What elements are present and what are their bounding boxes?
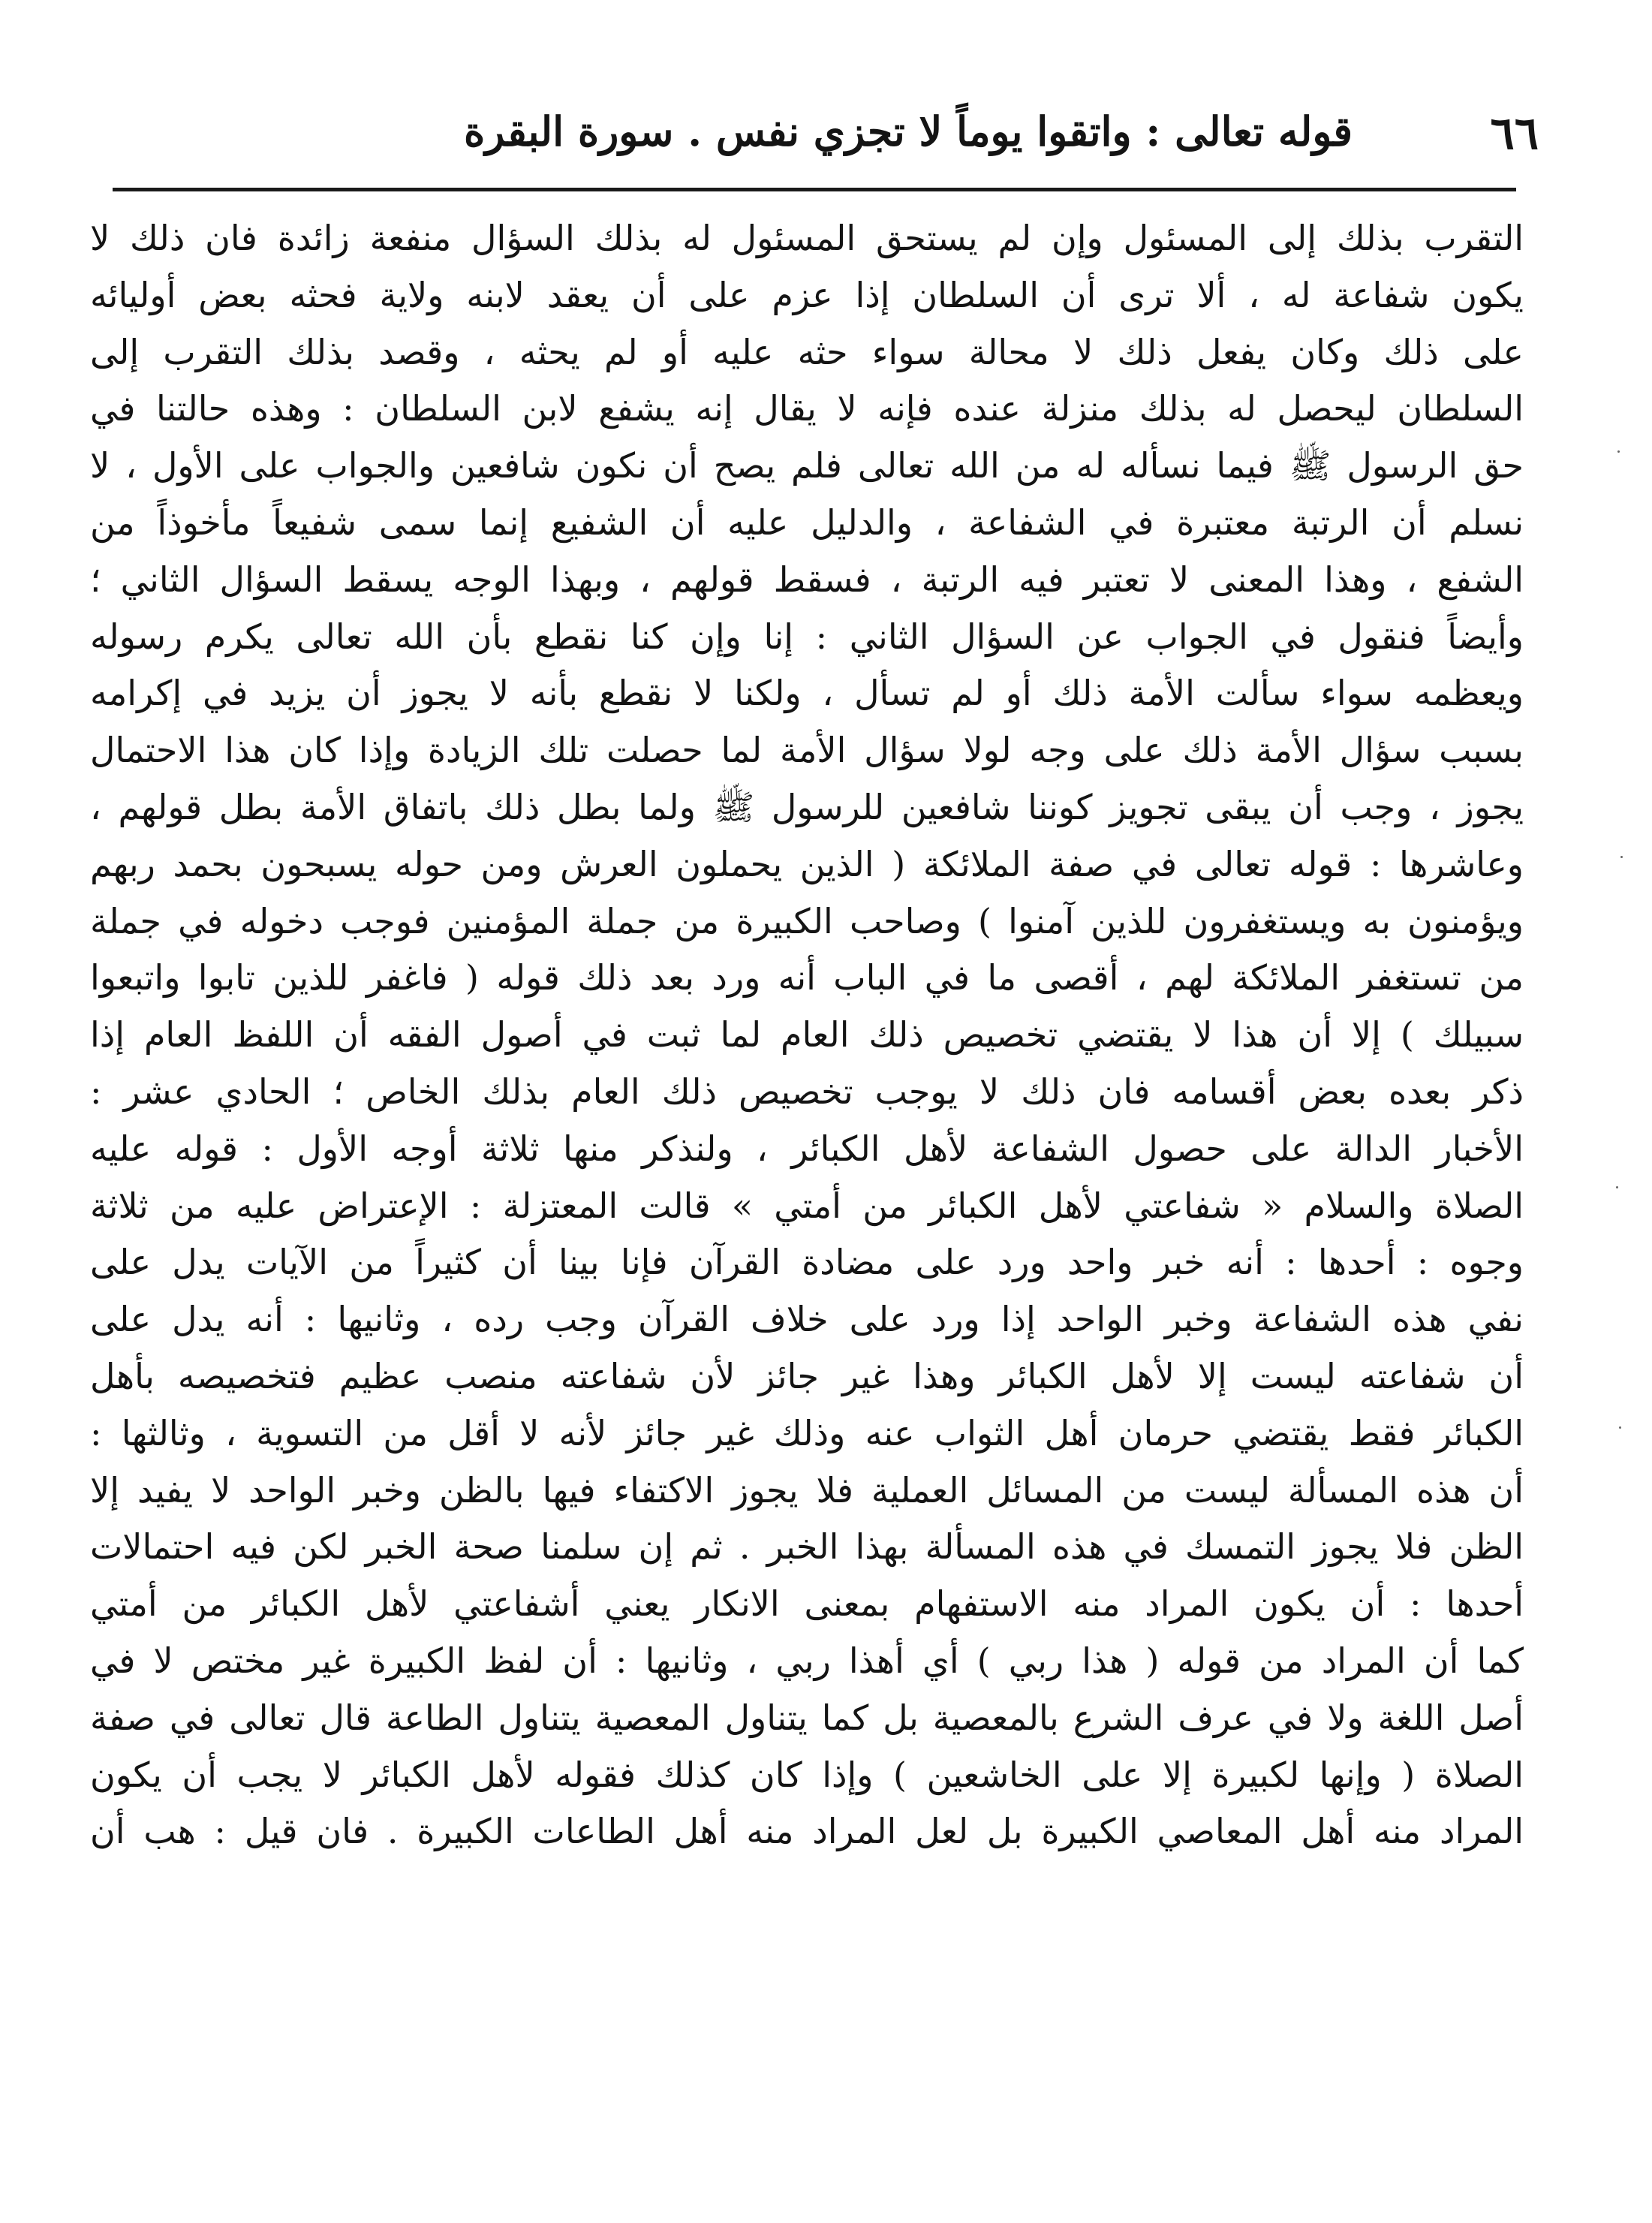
text-line: وجوه : أحدها : أنه خبر واحد ورد على مضادة القرآن فإنا بينا أن كثيراً من الآيات يدل على bbox=[90, 1242, 1524, 1283]
text-line: على ذلك وكان يفعل ذلك لا محالة سواء حثه عليه أو لم يحثه ، وقصد بذلك التقرب إلى bbox=[90, 331, 1524, 372]
text-line: الشفع ، وهذا المعنى لا تعتبر فيه الرتبة ، فسقط قولهم ، وبهذا الوجه يسقط السؤال الثاني ؛ bbox=[90, 559, 1524, 600]
text-line: بسبب سؤال الأمة ذلك على وجه لولا سؤال الأمة لما حصلت تلك الزيادة وإذا كان هذا الاحتمال bbox=[90, 730, 1524, 771]
running-title: قوله تعالى : واتقوا يوماً لا تجزي نفس . سورة البقرة bbox=[463, 107, 1353, 155]
scan-speck bbox=[1619, 1426, 1621, 1429]
scan-speck bbox=[1616, 1186, 1618, 1188]
text-line: أن هذه المسألة ليست من المسائل العملية فلا يجوز الاكتفاء فيها بالظن وخبر الواحد لا يفيد إلا bbox=[90, 1469, 1524, 1511]
text-line: أن شفاعته ليست إلا لأهل الكبائر وهذا غير جائز لأن شفاعته منصب عظيم فتخصيصه بأهل bbox=[90, 1355, 1524, 1396]
text-line: نسلم أن الرتبة معتبرة في الشفاعة ، والدليل عليه أن الشفيع إنما سمى شفيعاً مأخوذاً من bbox=[90, 502, 1524, 543]
text-line: وعاشرها : قوله تعالى في صفة الملائكة ( الذين يحملون العرش ومن حوله يسبحون بحمد ربهم bbox=[90, 843, 1524, 884]
text-line: ويعظمه سواء سألت الأمة ذلك أو لم تسأل ، ولكنا لا نقطع بأنه لا يجوز أن يزيد في إكرامه bbox=[90, 673, 1524, 714]
text-line: نفي هذه الشفاعة وخبر الواحد إذا ورد على خلاف القرآن وجب رده ، وثانيها : أنه يدل على bbox=[90, 1299, 1524, 1340]
text-line: سبيلك ) إلا أن هذا لا يقتضي تخصيص ذلك العام لما ثبت في أصول الفقه أن اللفظ العام إذا bbox=[90, 1014, 1524, 1056]
text-line: الأخبار الدالة على حصول الشفاعة لأهل الكبائر ، ولنذكر منها ثلاثة أوجه الأول : قوله عليه bbox=[90, 1128, 1524, 1169]
text-line: ذكر بعده بعض أقسامه فان ذلك لا يوجب تخصيص ذلك العام بذلك الخاص ؛ الحادي عشر : bbox=[90, 1071, 1524, 1112]
text-line: كما أن المراد من قوله ( هذا ربي ) أي أهذا ربي ، وثانيها : أن لفظ الكبيرة غير مختص لا في bbox=[90, 1640, 1524, 1681]
text-line: التقرب بذلك إلى المسئول وإن لم يستحق المسئول له بذلك السؤال منفعة زائدة فان ذلك لا bbox=[90, 218, 1524, 258]
text-line: الصلاة والسلام « شفاعتي لأهل الكبائر من أمتي » قالت المعتزلة : الإعتراض عليه من ثلاثة bbox=[90, 1185, 1524, 1226]
text-line: أحدها : أن يكون المراد منه الاستفهام بمعنى الانكار يعني أشفاعتي لأهل الكبائر من أمتي bbox=[90, 1583, 1524, 1625]
scan-speck bbox=[1620, 856, 1623, 858]
page-header bbox=[113, 98, 1539, 180]
text-line: المراد منه أهل المعاصي الكبيرة بل لعل المراد منه أهل الطاعات الكبيرة . فان قيل : هب أن bbox=[90, 1811, 1524, 1852]
page-number: ٦٦ bbox=[1490, 107, 1539, 160]
text-line: الصلاة ( وإنها لكبيرة إلا على الخاشعين ) وإذا كان كذلك فقوله لأهل الكبائر لا يجب أن يكون bbox=[90, 1754, 1524, 1795]
body-text bbox=[90, 210, 1524, 1860]
text-line: يجوز ، وجب أن يبقى تجويز كوننا شافعين للرسول ﷺ ولما بطل ذلك باتفاق الأمة بطل قولهم ، bbox=[90, 786, 1524, 827]
text-line: السلطان ليحصل له بذلك منزلة عنده فإنه لا يقال إنه يشفع لابن السلطان : وهذه حالتنا في bbox=[90, 388, 1524, 429]
text-line: الظن فلا يجوز التمسك في هذه المسألة بهذا الخبر . ثم إن سلمنا صحة الخبر لكن فيه احتمالات bbox=[90, 1526, 1524, 1568]
text-line: حق الرسول ﷺ فيما نسأله له من الله تعالى فلم يصح أن نكون شافعين والجواب على الأول ، لا bbox=[90, 445, 1524, 486]
text-line: من تستغفر الملائكة لهم ، أقصى ما في الباب أنه ورد بعد ذلك قوله ( فاغفر للذين تابوا واتبعوا bbox=[90, 957, 1524, 999]
text-line: الكبائر فقط يقتضي حرمان أهل الثواب عنه وذلك غير جائز لأنه لا أقل من التسوية ، وثالثها : bbox=[90, 1412, 1524, 1453]
text-line: ويؤمنون به ويستغفرون للذين آمنوا ) وصاحب الكبيرة من جملة المؤمنين فوجب دخوله في جملة bbox=[90, 900, 1524, 941]
text-line: أصل اللغة ولا في عرف الشرع بالمعصية بل كما يتناول المعصية يتناول الطاعة قال تعالى في صفة bbox=[90, 1697, 1524, 1738]
scan-specks bbox=[1614, 450, 1629, 1502]
text-line: وأيضاً فنقول في الجواب عن السؤال الثاني : إنا وإن كنا نقطع بأن الله تعالى يكرم رسوله bbox=[90, 616, 1524, 657]
text-line: يكون شفاعة له ، ألا ترى أن السلطان إذا عزم على أن يعقد لابنه ولاية فحثه بعض أوليائه bbox=[90, 274, 1524, 315]
scan-speck bbox=[1617, 450, 1620, 453]
header-divider bbox=[113, 188, 1516, 191]
